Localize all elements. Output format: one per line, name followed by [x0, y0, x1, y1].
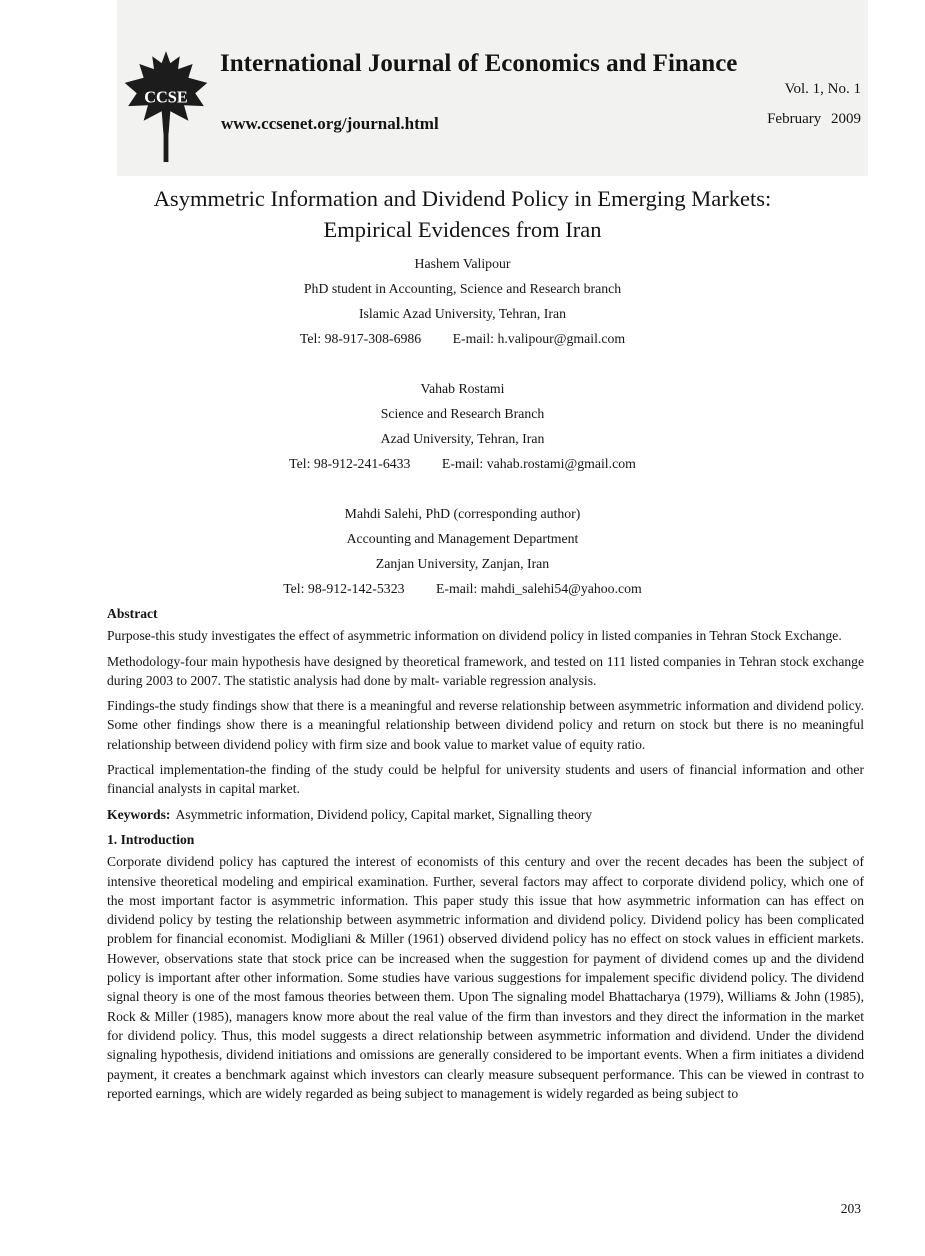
- author-contact: [0, 326, 925, 351]
- author-contact: [0, 451, 925, 476]
- article-body: [107, 604, 864, 1109]
- author-list: [0, 251, 925, 626]
- abstract-heading: Abstract: [107, 606, 158, 621]
- author-block-1: [0, 251, 925, 351]
- author-email: E-mail: vahab.rostami@gmail.com: [441, 456, 636, 471]
- author-affiliation: PhD student in Accounting, Science and Research branch: [303, 281, 622, 296]
- abstract-paragraph-practical: Practical implementation-the finding of the study could be helpful for university students and users of financial information and other financial analysts in capital market.: [107, 762, 864, 797]
- author-block-3: [0, 501, 925, 601]
- ccse-logo-text: CCSE: [144, 87, 188, 107]
- author-email: E-mail: mahdi_salehi54@yahoo.com: [435, 581, 642, 596]
- author-affiliation: Islamic Azad University, Tehran, Iran: [358, 306, 567, 321]
- ccse-logo: [123, 48, 209, 166]
- page-number: 203: [840, 1201, 861, 1216]
- journal-url: www.ccsenet.org/journal.html: [221, 114, 439, 133]
- author-block-2: [0, 376, 925, 476]
- journal-title: International Journal of Economics and Finance: [220, 50, 738, 77]
- author-tel: Tel: 98-912-142-5323: [283, 581, 405, 596]
- article-title-line1: Asymmetric Information and Dividend Policy in Emerging Markets:: [153, 186, 772, 211]
- author-affiliation: Science and Research Branch: [380, 406, 545, 421]
- abstract-paragraph-methodology: Methodology-four main hypothesis have designed by theoretical framework, and tested on 111 listed companies in Tehran stock exchange during 2003 to 2007. The statistic analysis had done by malt- variable regression analysis.: [107, 653, 864, 688]
- author-affiliation: Zanjan University, Zanjan, Iran: [375, 556, 550, 571]
- article-title-line2: Empirical Evidences from Iran: [323, 217, 602, 242]
- author-affiliation: Azad University, Tehran, Iran: [380, 431, 545, 446]
- introduction-heading: 1. Introduction: [107, 831, 195, 847]
- author-email: E-mail: h.valipour@gmail.com: [452, 331, 626, 346]
- author-tel: Tel: 98-912-241-6433: [289, 456, 411, 471]
- keywords-label: Keywords:: [107, 806, 171, 822]
- keywords-text: Asymmetric information, Dividend policy, Capital market, Signalling theory: [175, 806, 593, 822]
- author-tel: Tel: 98-917-308-6986: [299, 331, 422, 346]
- journal-header-banner: [117, 0, 868, 176]
- introduction-paragraph: Corporate dividend policy has captured the interest of economists of this century and over the recent decades has been the subject of intensive theoretical modeling and empirical examination. Further, several factors may affect to corporate dividend policy, which one of the most important factor is asymmetric information. This paper study this issue that how asymmetric information can has effect on dividend policy by testing the relationship between asymmetric information and dividend policy. Dividend policy has been complicated problem for financial economist. Modigliani & Miller (1961) observed dividend policy has no effect on stock values in efficient markets. However, observations state that stock price can be increased when the suggestion for payment of dividend comes up and the dividend policy is important after other information. Some studies have various suggestions for impalement specific dividend policy. The dividend signal theory is one of the most famous theories between them. Upon The signaling model Bhattacharya (1979), Williams & John (1985), Rock & Miller (1985), managers know more about the real value of the firm than investors and they direct the information in the market for dividend policy. Thus, this model suggests a direct relationship between asymmetric information and dividend. Under the dividend signaling hypothesis, dividend initiations and omissions are generally considered to be important events. When a firm initiates a dividend payment, it creates a benchmark against which investors can clearly measure subsequent performance. This can be viewed in contrast to reported earnings, which are widely regarded as being subject to management is widely regarded as being subject to: [107, 854, 864, 1101]
- author-name: Mahdi Salehi, PhD (corresponding author): [344, 506, 581, 521]
- abstract-paragraph-findings: Findings-the study findings show that there is a meaningful and reverse relationship between asymmetric information and dividend policy. Some other findings show there is a meaningful relationship between dividend policy and return on stock but there is no meaningful relationship between dividend policy with firm size and book value to market value of equity ratio.: [107, 698, 864, 752]
- abstract-paragraph-purpose: Purpose-this study investigates the effect of asymmetric information on dividend policy in listed companies in Tehran Stock Exchange.: [107, 628, 842, 644]
- volume-number: Vol. 1, No. 1: [784, 81, 861, 97]
- author-affiliation: Accounting and Management Department: [346, 531, 579, 546]
- author-contact: [0, 576, 925, 601]
- issue-date: February 2009: [767, 111, 861, 127]
- maple-leaf-icon: [123, 48, 209, 166]
- author-name: Vahab Rostami: [420, 381, 505, 396]
- keywords-line: [107, 805, 864, 824]
- author-name: Hashem Valipour: [414, 256, 511, 271]
- issue-info: [767, 74, 861, 134]
- article-title: [0, 183, 925, 245]
